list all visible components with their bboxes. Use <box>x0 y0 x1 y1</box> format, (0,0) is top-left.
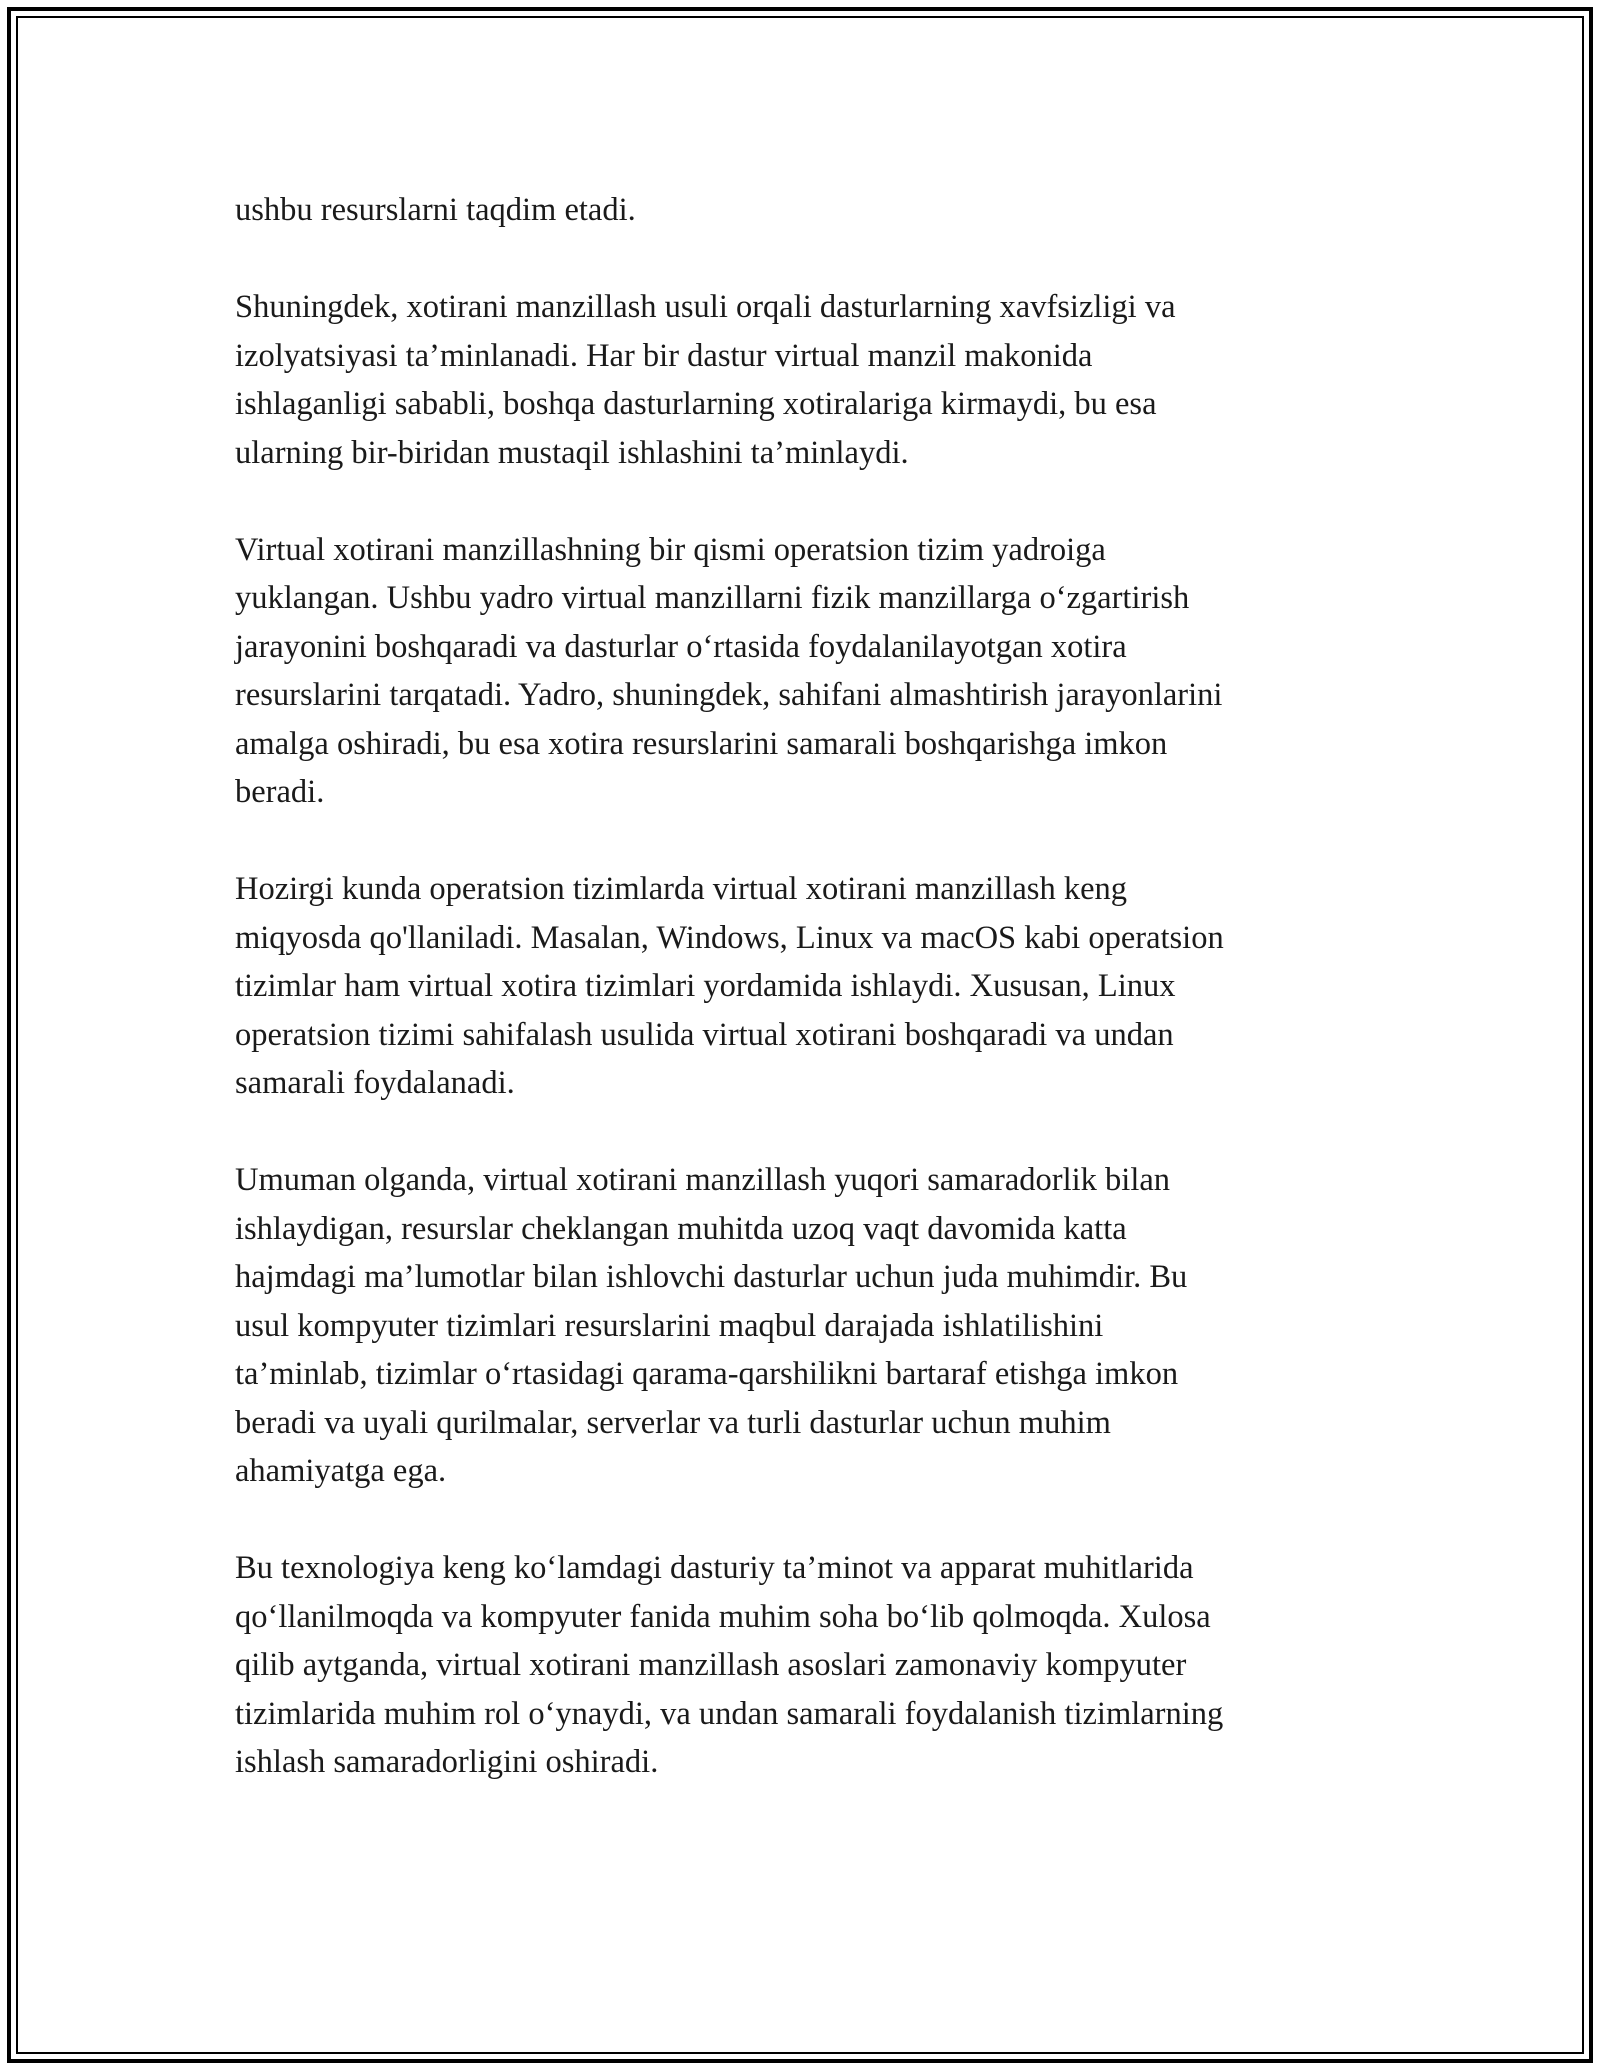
paragraph-1: ushbu resurslarni taqdim etadi. <box>235 192 636 228</box>
paragraph-6: Bu texnologiya keng ko‘lamdagi dasturiy ta’minot va apparat muhitlarida qo‘llanilmoqda va kompyuter fanida muhim soha bo‘lib qolmoqda. Xulosa qilib aytganda, virtual xotirani manzillash asoslari zamonaviy kompyuter tizimlarida muhim rol o‘ynaydi, va undan samarali foydalanish tizimlarning ishlash samaradorligini oshiradi. <box>235 1550 1224 1780</box>
paragraph-3: Virtual xotirani manzillashning bir qismi operatsion tizim yadroiga yuklangan. Ushbu yadro virtual manzillarni fizik manzillarga o‘zgartirish jarayonini boshqaradi va dasturlar o‘rtasida foydalanilayotgan xotira resurslarini tarqatadi. Yadro, shuningdek, sahifani almashtirish jarayonlarini amalga oshiradi, bu esa xotira resurslarini samarali boshqarishga imkon beradi. <box>235 531 1223 810</box>
paragraph-5: Umuman olganda, virtual xotirani manzillash yuqori samaradorlik bilan ishlaydigan, resurslar cheklangan muhitda uzoq vaqt davomida katta hajmdagi ma’lumotlar bilan ishlovchi dasturlar uchun juda muhimdir. Bu usul kompyuter tizimlari resurslarini maqbul darajada ishlatilishini ta’minlab, tizimlar o‘rtasidagi qarama-qarshilikni bartaraf etishga imkon beradi va uyali qurilmalar, serverlar va turli dasturlar uchun muhim ahamiyatga ega. <box>235 1162 1188 1489</box>
paragraph-4: Hozirgi kunda operatsion tizimlarda virtual xotirani manzillash keng miqyosda qo'llaniladi. Masalan, Windows, Linux va macOS kabi operatsion tizimlar ham virtual xotira tizimlari yordamida ishlaydi. Xususan, Linux operatsion tizimi sahifalash usulida virtual xotirani boshqaradi va undan samarali foydalanadi. <box>235 871 1224 1101</box>
document-body <box>235 186 1365 1787</box>
paragraph-2: Shuningdek, xotirani manzillash usuli orqali dasturlarning xavfsizligi va izolyatsiyasi ta’minlanadi. Har bir dastur virtual manzil makonida ishlaganligi sababli, boshqa dasturlarning xotiralariga kirmaydi, bu esa ularning bir-biridan mustaqil ishlashini ta’minlaydi. <box>235 289 1176 471</box>
